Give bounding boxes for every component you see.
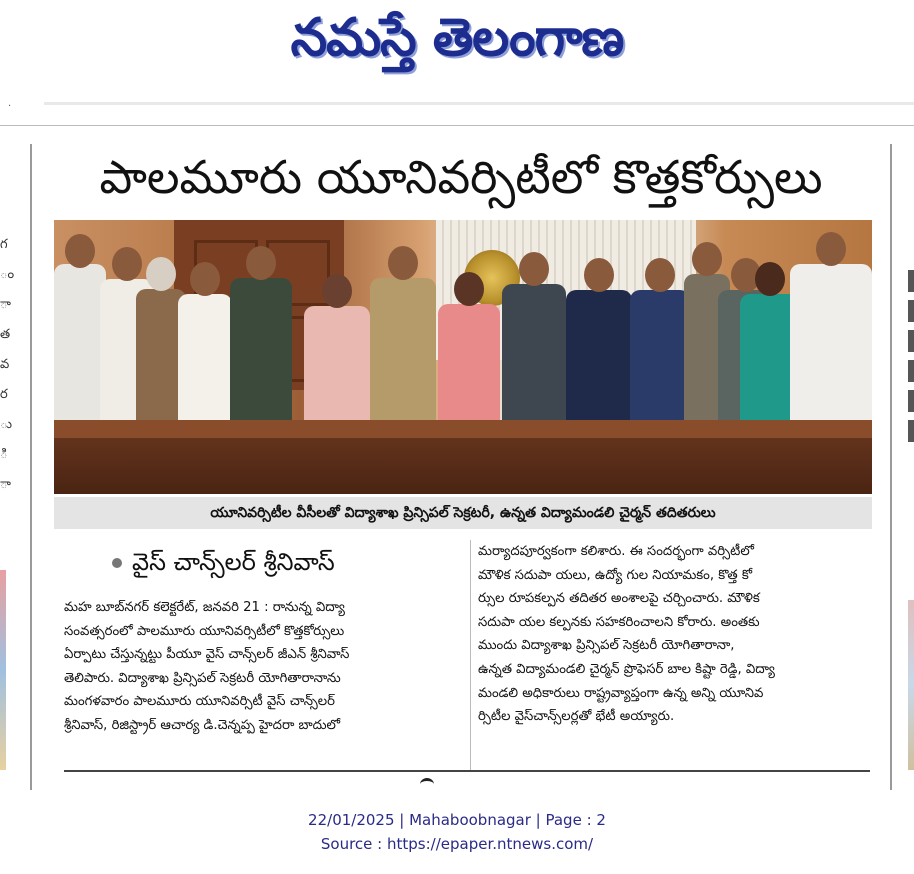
body-line: ముందు విద్యాశాఖ ప్రిన్సిపల్ సెక్రటరీ యోగితారానా,: [478, 638, 735, 654]
body-line: ఉన్నత విద్యామండలి చైర్మన్ ప్రొఫెసర్ బాల కిష్టా రెడ్డి, విద్యా: [478, 661, 775, 677]
frame-left-border: [30, 144, 32, 790]
article-bottom-rule: [64, 770, 870, 772]
body-line: మర్యాదపూర్వకంగా కలిశారు. ఈ సందర్భంగా వర్సిటీలో: [478, 544, 754, 559]
newspaper-logo: నమస్తే తెలంగాణ: [290, 8, 624, 68]
next-article-fragment: [420, 778, 434, 791]
body-line: ఏర్పాటు చేస్తున్నట్టు పీయూ వైస్ చాన్స్‌లర్ జీఎన్ శ్రీనివాస్: [64, 647, 350, 663]
footer-source: Source : https://epaper.ntnews.com/: [320, 835, 594, 853]
subhead-bullet: [112, 558, 122, 568]
body-line: మహ బూబ్‌నగర్ కలెక్టరేట్, జనవరి 21 : రానున్న విద్యా: [64, 600, 345, 615]
page-footer: [0, 808, 914, 856]
body-line: ర్సిటీల వైస్‌చాన్స్‌లర్లతో భేటీ అయ్యారు.: [478, 709, 675, 725]
masthead: [0, 0, 914, 80]
article-subhead: వైస్ చాన్స్‌లర్ శ్రీనివాస్: [132, 548, 335, 576]
photo-caption-bar: [54, 497, 872, 529]
page-top-divider: [0, 125, 914, 126]
adjacent-column-left-edge: గ ం ా త వ ర ు ి ా: [0, 237, 15, 492]
body-line: మండలి అధికారులు రాష్ట్రవ్యాప్తంగా ఉన్న అన్ని యూనివ: [478, 685, 764, 701]
body-line: సదుపా యల కల్పనకు సహకరించాలని కోరారు. అంతకు: [478, 614, 760, 630]
body-line: ర్సుల రూపకల్పన తదితర అంశాలపై చర్చించారు. మౌళిక: [478, 591, 760, 607]
article-headline: పాలమూరు యూనివర్సిటీలో కొత్తకోర్సులు: [99, 150, 823, 204]
adjacent-ad-right: [908, 600, 914, 770]
photo-caption: యూనివర్సిటీల వీసీలతో విద్యాశాఖ ప్రిన్సిపల్ సెక్రటరీ, ఉన్నత విద్యామండలి చైర్మన్ తదితరులు: [210, 505, 716, 521]
page-edge-mark: .: [8, 98, 12, 109]
article-body-left-column: [64, 596, 464, 738]
body-line: సంవత్సరంలో పాలమూరు యూనివర్సిటీలో కొత్తకోర్సులు: [64, 623, 345, 639]
footer-date-edition: 22/01/2025 | Mahaboobnagar | Page : 2: [308, 811, 606, 829]
masthead-rule: [44, 102, 914, 105]
adjacent-ad-left: [0, 570, 6, 770]
body-line: మంగళవారం పాలమూరు యూనివర్సిటీ వైస్ చాన్స్‌లర్: [64, 694, 335, 710]
column-divider: [470, 540, 471, 772]
body-line: మౌళిక సదుపా యలు, ఉద్యో గుల నియామకం, కొత్త కో: [478, 567, 753, 583]
adjacent-column-right-edge: [908, 270, 914, 450]
article-body-right-column: [478, 540, 868, 729]
body-line: తెలిపారు. విద్యాశాఖ ప్రిన్సిపల్ సెక్రటరీ యోగితారానాను: [64, 670, 341, 686]
photo-conference-table: [54, 420, 872, 494]
body-line: శ్రీనివాస్, రిజిస్ట్రార్ ఆచార్య డి.చెన్నప్ప హైదరా బాదులో: [64, 717, 341, 733]
frame-right-border: [890, 144, 892, 790]
article-photo: [54, 220, 872, 494]
